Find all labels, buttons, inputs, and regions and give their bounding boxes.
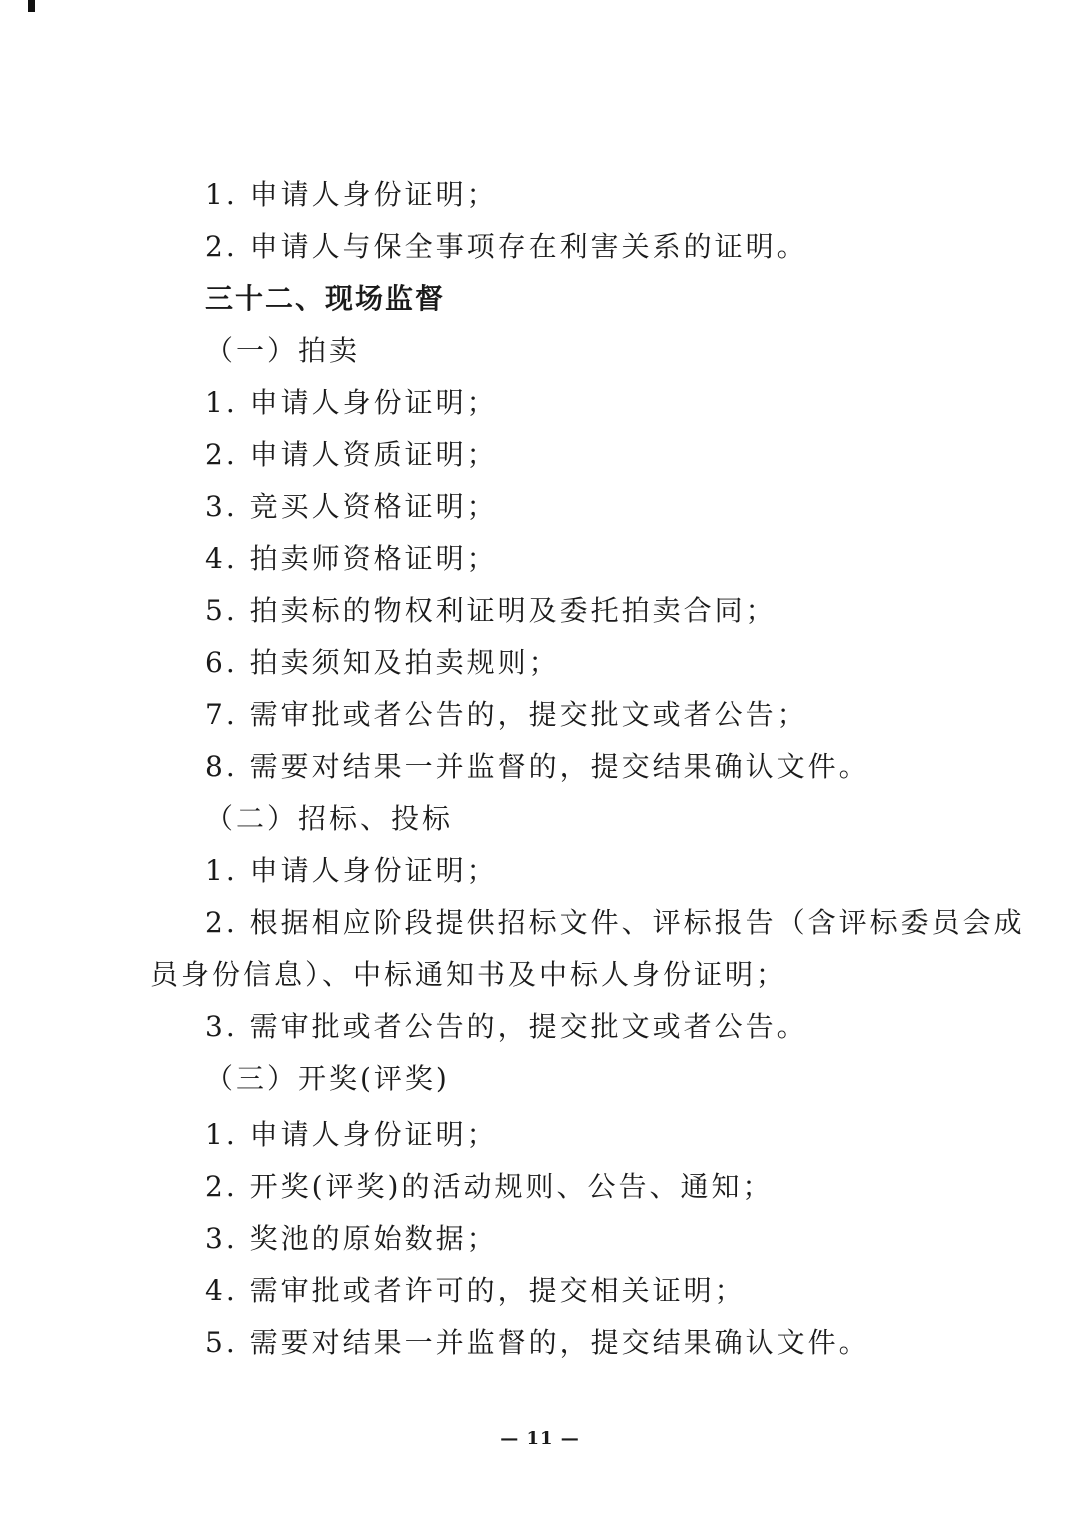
auction-item-2: 2. 申请人资质证明； (205, 438, 498, 471)
item-applicant-id-1: 1. 申请人身份证明； (205, 178, 498, 211)
auction-item-1: 1. 申请人身份证明； (205, 386, 498, 419)
subsection-lottery: （三）开奖(评奖) (205, 1062, 450, 1095)
lottery-item-3: 3. 奖池的原始数据； (205, 1222, 498, 1255)
bidding-item-2-continued: 员身份信息）、中标通知书及中标人身份证明； (150, 958, 788, 991)
subsection-bidding: （二）招标、投标 (205, 802, 454, 835)
lottery-item-4: 4. 需审批或者许可的，提交相关证明； (205, 1274, 746, 1307)
bidding-item-2: 2. 根据相应阶段提供招标文件、评标报告（含评标委员会成 (205, 906, 1025, 939)
lottery-item-5: 5. 需要对结果一并监督的，提交结果确认文件。 (205, 1326, 870, 1359)
auction-item-5: 5. 拍卖标的物权利证明及委托拍卖合同； (205, 594, 777, 627)
scan-mark (28, 0, 35, 12)
section-heading-onsite-supervision: 三十二、现场监督 (205, 282, 446, 315)
auction-item-6: 6. 拍卖须知及拍卖规则； (205, 646, 560, 679)
auction-item-8: 8. 需要对结果一并监督的，提交结果确认文件。 (205, 750, 870, 783)
item-interest-relation-proof: 2. 申请人与保全事项存在利害关系的证明。 (205, 230, 808, 263)
auction-item-7: 7. 需审批或者公告的，提交批文或者公告； (205, 698, 808, 731)
lottery-item-2: 2. 开奖(评奖)的活动规则、公告、通知； (205, 1170, 774, 1203)
auction-item-3: 3. 竞买人资格证明； (205, 490, 498, 523)
lottery-item-1: 1. 申请人身份证明； (205, 1118, 498, 1151)
page-number: — 11 — (500, 1428, 580, 1449)
subsection-auction: （一）拍卖 (205, 334, 361, 367)
auction-item-4: 4. 拍卖师资格证明； (205, 542, 498, 575)
bidding-item-1: 1. 申请人身份证明； (205, 854, 498, 887)
bidding-item-3: 3. 需审批或者公告的，提交批文或者公告。 (205, 1010, 808, 1043)
